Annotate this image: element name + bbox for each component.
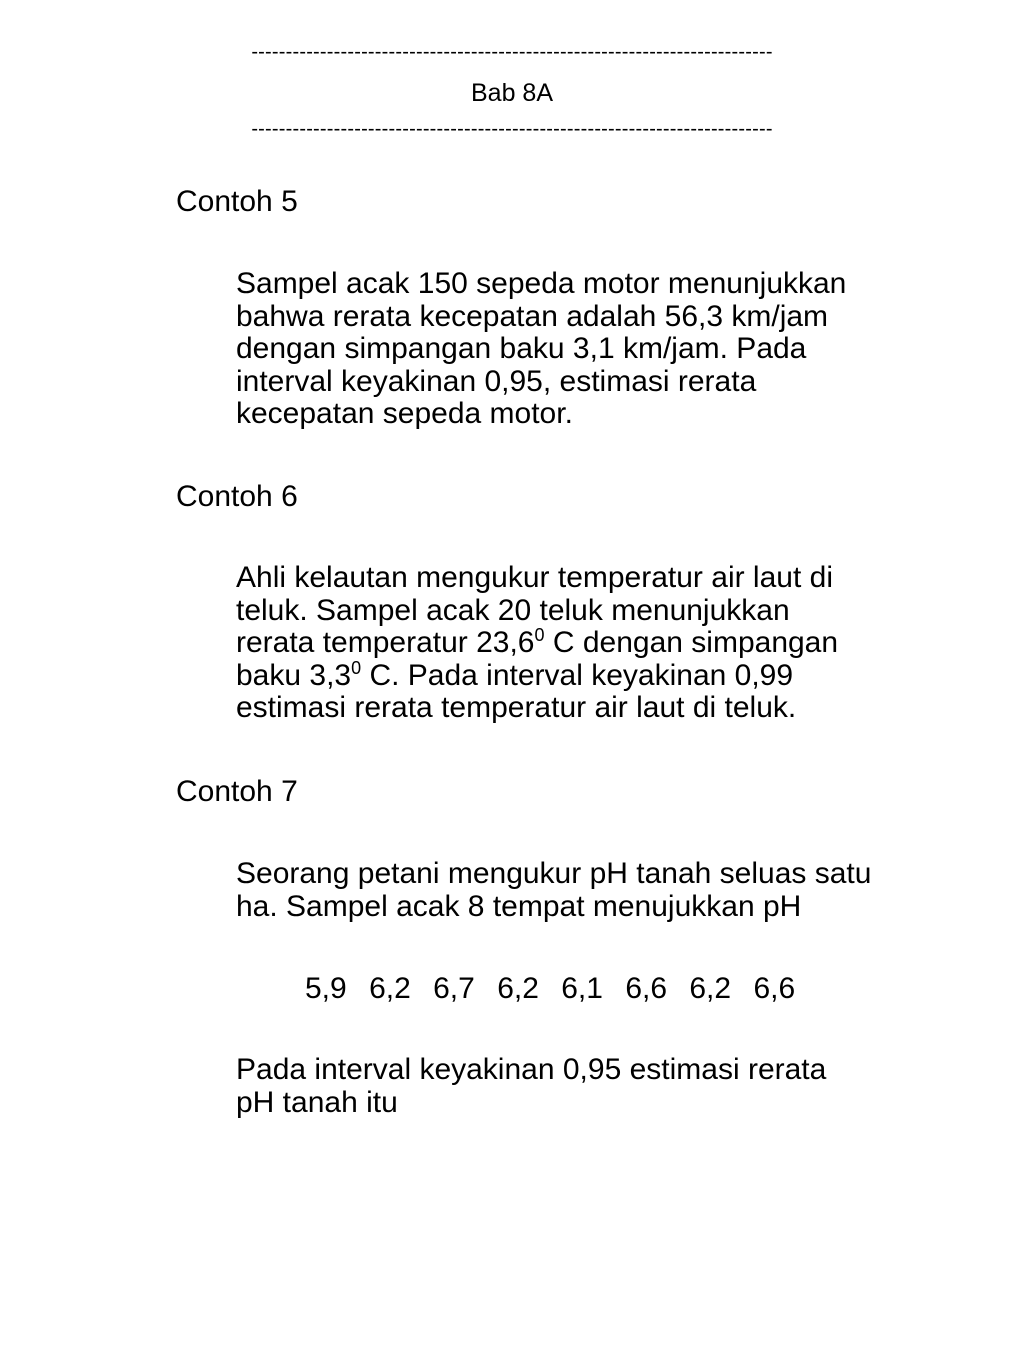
example-7-heading: Contoh 7 <box>176 775 298 808</box>
example-5-line: bahwa rerata kecepatan adalah 56,3 km/jam <box>236 299 829 333</box>
temperature-unit-text: C dengan simpangan <box>544 626 839 659</box>
example-5-line: Sampel acak 150 sepeda motor menunjukkan <box>236 267 847 300</box>
temperature-sd-text: baku 3,3 <box>236 658 352 692</box>
example-6-line: Ahli kelautan mengukur temperatur air laut di <box>236 561 833 594</box>
example-6-heading: Contoh 6 <box>176 480 298 513</box>
ph-value: 6,2 <box>369 972 411 1005</box>
example-7-line: Pada interval keyakinan 0,95 estimasi rerata <box>236 1053 827 1086</box>
temperature-unit-text: C. Pada interval keyakinan 0,99 <box>361 658 794 692</box>
example-6-text <box>236 562 976 725</box>
ph-values-row <box>305 972 809 1006</box>
chapter-title: Bab 8A <box>470 79 553 107</box>
header-rule-bottom: ---------------------------------------------------------------------------- <box>251 118 773 140</box>
example-5-text <box>236 268 976 431</box>
example-6-line <box>236 627 976 660</box>
degree-superscript: 0 <box>351 657 362 678</box>
header-rule-top: ---------------------------------------------------------------------------- <box>251 41 773 63</box>
temperature-mean-text: rerata temperatur 23,6 <box>236 626 535 659</box>
example-5-line: kecepatan sepeda motor. <box>236 397 573 430</box>
example-6-line <box>236 657 976 693</box>
ph-value: 6,2 <box>497 972 539 1005</box>
ph-value: 6,6 <box>753 972 796 1005</box>
example-5-line: dengan simpangan baku 3,1 km/jam. Pada <box>236 332 807 365</box>
degree-superscript: 0 <box>534 625 545 645</box>
example-6-line: teluk. Sampel acak 20 teluk menunjukkan <box>236 593 790 627</box>
example-7-line: Seorang petani mengukur pH tanah seluas satu <box>236 857 872 890</box>
ph-value: 6,7 <box>433 972 475 1005</box>
ph-value: 6,1 <box>561 972 603 1005</box>
ph-value: 6,6 <box>625 972 668 1005</box>
example-7-closing <box>236 1054 976 1119</box>
ph-value: 6,2 <box>689 972 732 1005</box>
example-5-heading: Contoh 5 <box>176 185 298 218</box>
example-6-line: estimasi rerata temperatur air laut di teluk. <box>236 691 797 724</box>
ph-value: 5,9 <box>305 972 347 1005</box>
example-7-intro <box>236 858 976 923</box>
example-7-line: pH tanah itu <box>236 1085 398 1119</box>
example-5-line: interval keyakinan 0,95, estimasi rerata <box>236 364 757 398</box>
example-7-line: ha. Sampel acak 8 tempat menujukkan pH <box>236 889 802 923</box>
